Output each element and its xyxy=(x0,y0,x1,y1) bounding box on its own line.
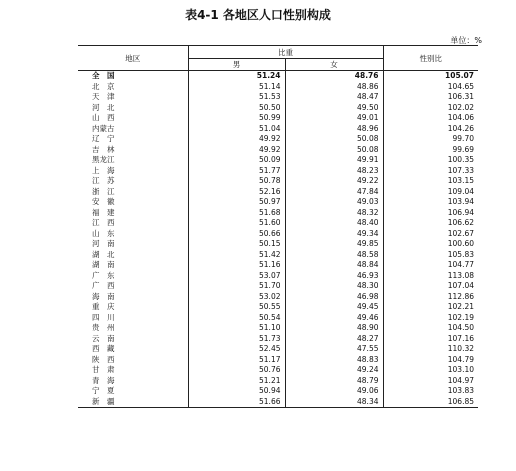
female-cell: 48.84 xyxy=(285,260,383,271)
region-cell: 安 徽 xyxy=(78,197,188,208)
sex-ratio-cell: 105.83 xyxy=(447,249,474,259)
header-male: 男 xyxy=(188,59,285,71)
male-cell: 51.73 xyxy=(188,334,285,345)
sex-ratio-cell: 102.67 xyxy=(447,228,474,238)
table-title: 表4-1 各地区人口性别构成 xyxy=(185,8,331,22)
table-row xyxy=(78,260,478,271)
region-cell: 山 西 xyxy=(78,113,188,124)
female-cell: 48.32 xyxy=(285,208,383,219)
female-cell: 48.76 xyxy=(285,71,383,82)
table-row xyxy=(78,386,478,397)
table-row xyxy=(78,344,478,355)
female-cell: 48.96 xyxy=(285,124,383,135)
male-cell: 51.16 xyxy=(188,260,285,271)
table-body xyxy=(78,71,478,408)
region-cell: 山 东 xyxy=(78,229,188,240)
sex-ratio-cell: 110.32 xyxy=(447,344,474,353)
female-cell: 49.01 xyxy=(285,113,383,124)
male-cell: 51.60 xyxy=(188,218,285,229)
region-cell: 天 津 xyxy=(78,92,188,103)
male-cell: 51.24 xyxy=(188,71,285,82)
male-cell: 50.50 xyxy=(188,103,285,114)
table-row xyxy=(78,302,478,313)
sex-ratio-cell: 100.35 xyxy=(447,155,474,164)
table-row xyxy=(78,92,478,103)
female-cell: 48.23 xyxy=(285,166,383,177)
sex-composition-table xyxy=(78,45,478,408)
region-cell: 湖 北 xyxy=(78,250,188,261)
sex-ratio-cell: 104.65 xyxy=(447,81,474,91)
female-cell: 50.08 xyxy=(285,134,383,145)
male-cell: 50.99 xyxy=(188,113,285,124)
table-row xyxy=(78,355,478,366)
male-cell: 50.15 xyxy=(188,239,285,250)
region-cell: 新 疆 xyxy=(78,397,188,408)
male-cell: 51.53 xyxy=(188,92,285,103)
female-cell: 46.98 xyxy=(285,292,383,303)
male-cell: 50.09 xyxy=(188,155,285,166)
male-cell: 51.70 xyxy=(188,281,285,292)
female-cell: 49.91 xyxy=(285,155,383,166)
table-row xyxy=(78,281,478,292)
region-cell: 吉 林 xyxy=(78,145,188,156)
sex-ratio-cell: 105.07 xyxy=(445,71,474,80)
male-cell: 50.54 xyxy=(188,313,285,324)
region-cell: 陕 西 xyxy=(78,355,188,366)
table-row xyxy=(78,271,478,282)
table-row xyxy=(78,376,478,387)
sex-ratio-cell: 103.10 xyxy=(447,365,474,374)
male-cell: 50.76 xyxy=(188,365,285,376)
sex-ratio-cell: 107.04 xyxy=(447,281,474,290)
table-row xyxy=(78,334,478,345)
sex-ratio-cell: 103.94 xyxy=(447,197,474,206)
region-cell: 全 国 xyxy=(78,71,188,82)
table-row xyxy=(78,113,478,124)
female-cell: 49.24 xyxy=(285,365,383,376)
table-row xyxy=(78,71,478,82)
region-cell: 辽 宁 xyxy=(78,134,188,145)
female-cell: 49.34 xyxy=(285,229,383,240)
male-cell: 51.04 xyxy=(188,124,285,135)
sex-ratio-cell: 106.94 xyxy=(447,207,474,217)
male-cell: 51.10 xyxy=(188,323,285,334)
male-cell: 50.55 xyxy=(188,302,285,313)
region-cell: 重 庆 xyxy=(78,302,188,313)
sex-ratio-cell: 106.85 xyxy=(383,397,478,408)
male-cell: 51.66 xyxy=(188,397,285,408)
sex-ratio-cell: 103.15 xyxy=(447,176,474,185)
sex-ratio-cell: 112.86 xyxy=(447,291,474,301)
male-cell: 51.21 xyxy=(188,376,285,387)
female-cell: 48.34 xyxy=(285,397,383,408)
female-cell: 49.85 xyxy=(285,239,383,250)
table-row xyxy=(78,250,478,261)
sex-ratio-cell: 104.97 xyxy=(447,375,474,385)
table-row xyxy=(78,323,478,334)
male-cell: 51.17 xyxy=(188,355,285,366)
region-cell: 宁 夏 xyxy=(78,386,188,397)
region-cell: 海 南 xyxy=(78,292,188,303)
sex-ratio-cell: 102.21 xyxy=(447,302,474,311)
male-cell: 51.42 xyxy=(188,250,285,261)
sex-ratio-cell: 106.62 xyxy=(447,218,474,227)
header-proportion: 比重 xyxy=(188,46,383,59)
sex-ratio-cell: 104.26 xyxy=(447,123,474,133)
female-cell: 48.27 xyxy=(285,334,383,345)
male-cell: 52.16 xyxy=(188,187,285,198)
table-row xyxy=(78,187,478,198)
table-row xyxy=(78,313,478,324)
female-cell: 48.40 xyxy=(285,218,383,229)
female-cell: 49.03 xyxy=(285,197,383,208)
table-row xyxy=(78,103,478,114)
male-cell: 50.97 xyxy=(188,197,285,208)
region-cell: 贵 州 xyxy=(78,323,188,334)
unit-label: 单位：% xyxy=(450,36,482,45)
table-row xyxy=(78,197,478,208)
region-cell: 云 南 xyxy=(78,334,188,345)
region-cell: 四 川 xyxy=(78,313,188,324)
male-cell: 50.78 xyxy=(188,176,285,187)
table-row xyxy=(78,208,478,219)
female-cell: 48.83 xyxy=(285,355,383,366)
header-sex-ratio: 性别比 xyxy=(383,46,478,71)
sex-ratio-cell: 104.06 xyxy=(447,113,474,122)
sex-ratio-cell: 107.33 xyxy=(447,165,474,175)
sex-ratio-cell: 104.77 xyxy=(447,260,474,269)
table-row xyxy=(78,365,478,376)
female-cell: 48.79 xyxy=(285,376,383,387)
male-cell: 49.92 xyxy=(188,134,285,145)
region-cell: 浙 江 xyxy=(78,187,188,198)
female-cell: 47.84 xyxy=(285,187,383,198)
female-cell: 46.93 xyxy=(285,271,383,282)
table-row xyxy=(78,239,478,250)
male-cell: 51.68 xyxy=(188,208,285,219)
female-cell: 47.55 xyxy=(285,344,383,355)
region-cell: 广 西 xyxy=(78,281,188,292)
male-cell: 50.66 xyxy=(188,229,285,240)
female-cell: 48.47 xyxy=(285,92,383,103)
region-cell: 广 东 xyxy=(78,271,188,282)
table-row xyxy=(78,134,478,145)
female-cell: 48.58 xyxy=(285,250,383,261)
region-cell: 内蒙古 xyxy=(78,124,188,135)
sex-ratio-cell: 100.60 xyxy=(447,239,474,248)
female-cell: 49.50 xyxy=(285,103,383,114)
male-cell: 49.92 xyxy=(188,145,285,156)
table-row xyxy=(78,124,478,135)
male-cell: 50.94 xyxy=(188,386,285,397)
table-row xyxy=(78,218,478,229)
male-cell: 51.14 xyxy=(188,82,285,93)
female-cell: 49.46 xyxy=(285,313,383,324)
female-cell: 48.30 xyxy=(285,281,383,292)
region-cell: 江 苏 xyxy=(78,176,188,187)
sex-ratio-cell: 109.04 xyxy=(447,186,474,196)
table-row xyxy=(78,229,478,240)
sex-ratio-cell: 104.50 xyxy=(447,323,474,332)
sex-ratio-cell: 104.79 xyxy=(447,354,474,364)
table-row xyxy=(78,292,478,303)
region-cell: 河 北 xyxy=(78,103,188,114)
region-cell: 北 京 xyxy=(78,82,188,93)
region-cell: 青 海 xyxy=(78,376,188,387)
male-cell: 51.77 xyxy=(188,166,285,177)
table-row xyxy=(78,82,478,93)
male-cell: 53.07 xyxy=(188,271,285,282)
female-cell: 48.90 xyxy=(285,323,383,334)
sex-ratio-cell: 107.16 xyxy=(447,333,474,343)
sex-ratio-cell: 99.70 xyxy=(452,134,474,143)
male-cell: 52.45 xyxy=(188,344,285,355)
sex-ratio-cell: 106.31 xyxy=(447,92,474,101)
sex-ratio-cell: 113.08 xyxy=(447,270,474,280)
female-cell: 49.06 xyxy=(285,386,383,397)
table-row xyxy=(78,155,478,166)
region-cell: 西 藏 xyxy=(78,344,188,355)
region-cell: 江 西 xyxy=(78,218,188,229)
female-cell: 49.45 xyxy=(285,302,383,313)
sex-ratio-cell: 102.02 xyxy=(447,102,474,112)
region-cell: 上 海 xyxy=(78,166,188,177)
table-row xyxy=(78,397,478,408)
region-cell: 黑龙江 xyxy=(78,155,188,166)
header-region: 地区 xyxy=(78,46,188,71)
sex-ratio-cell: 103.83 xyxy=(447,386,474,395)
table-row xyxy=(78,166,478,177)
region-cell: 福 建 xyxy=(78,208,188,219)
table-row xyxy=(78,145,478,156)
region-cell: 河 南 xyxy=(78,239,188,250)
region-cell: 甘 肃 xyxy=(78,365,188,376)
region-cell: 湖 南 xyxy=(78,260,188,271)
table-row xyxy=(78,176,478,187)
sex-ratio-cell: 99.69 xyxy=(452,144,474,154)
sex-ratio-cell: 102.19 xyxy=(447,312,474,322)
female-cell: 50.08 xyxy=(285,145,383,156)
female-cell: 49.22 xyxy=(285,176,383,187)
female-cell: 48.86 xyxy=(285,82,383,93)
header-female: 女 xyxy=(285,59,383,71)
male-cell: 53.02 xyxy=(188,292,285,303)
